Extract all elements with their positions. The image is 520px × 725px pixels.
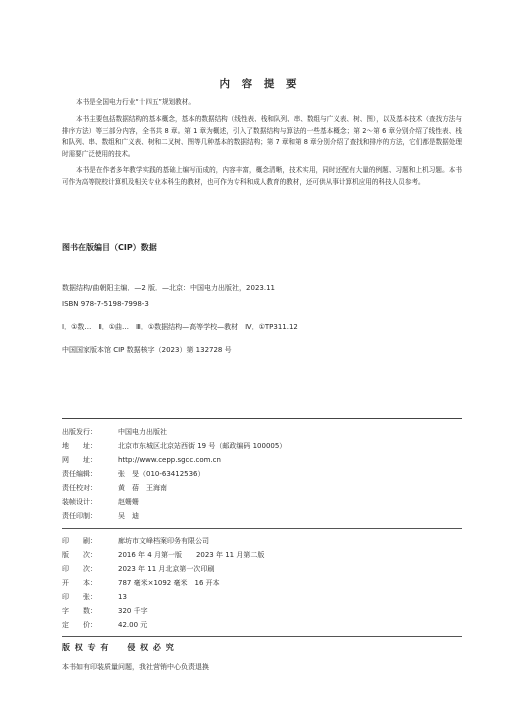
info-label: 印 刷：	[62, 537, 97, 545]
info-row-publisher	[62, 426, 462, 439]
info-value: 13	[118, 593, 127, 601]
copyright-note: 本书如有印装质量问题，我社营销中心负责退换	[62, 663, 209, 671]
cip-line-title-author: 数据结构/曲朝阳主编．—2 版．—北京：中国电力出版社，2023.11	[62, 284, 275, 292]
cip-line-isbn: ISBN 978-7-5198-7998-3	[62, 300, 149, 308]
info-row-print-manager	[62, 510, 462, 523]
info-value: 黄 蓓 王海南	[118, 484, 167, 492]
info-label: 定 价：	[62, 621, 97, 629]
abstract-title: 内 容 提 要	[219, 78, 301, 90]
info-label: 装帧设计：	[62, 498, 97, 506]
divider-middle	[62, 528, 462, 529]
info-label: 出版发行：	[62, 428, 97, 436]
info-label: 印 张：	[62, 593, 97, 601]
divider-bottom	[62, 636, 462, 637]
abstract-paragraph-1: 本书是全国电力行业“十四五”规划教材。	[76, 98, 195, 106]
info-row-printer	[62, 535, 462, 548]
cip-line-record-number: 中国国家版本馆 CIP 数据核字（2023）第 132728 号	[62, 346, 232, 354]
copyright-title: 版 权 专 有 侵 权 必 究	[62, 643, 175, 652]
info-row-impression	[62, 563, 462, 576]
info-row-address	[62, 440, 462, 453]
info-value: 北京市东城区北京站西街 19 号（邮政编码 100005）	[118, 442, 287, 450]
info-row-edition	[62, 549, 462, 562]
info-label: 开 本：	[62, 579, 97, 587]
info-row-website	[62, 454, 462, 467]
info-value: 2023 年 11 月北京第一次印刷	[118, 565, 215, 573]
info-label: 责任校对：	[62, 484, 97, 492]
info-label: 印 次：	[62, 565, 97, 573]
info-label: 版 次：	[62, 551, 97, 559]
info-label: 网 址：	[62, 456, 97, 464]
info-label: 责任印制：	[62, 512, 97, 520]
info-row-proofreader	[62, 482, 462, 495]
info-value: 320 千字	[118, 607, 148, 615]
info-value: 张 旻（010-63412536）	[118, 470, 205, 478]
cip-line-classification: Ⅰ．①数… Ⅱ．①曲… Ⅲ．①数据结构—高等学校—教材 Ⅳ．①TP311.12	[62, 323, 298, 331]
info-row-price	[62, 619, 462, 632]
info-value: 42.00 元	[118, 621, 148, 629]
abstract-paragraph-3: 本书是在作者多年教学实践的基础上编写而成的，内容丰富，概念清晰，技术实用，同时还配有大量的例题、习题和上机习题。本书可作为高等院校计算机及相关专业本科生的教材，也可作为专科和成人教育的教材，还可供从事计算机应用的科技人员参考。	[62, 166, 462, 186]
divider-top	[62, 418, 462, 419]
info-value: 赵姗姗	[118, 498, 139, 506]
abstract-paragraph-2: 本书主要包括数据结构的基本概念，基本的数据结构（线性表、栈和队列、串、数组与广义表、树、图），以及基本技术（查找方法与排序方法）等三部分内容，全书共 8 章。第 1 章为概述，引入了数据结构与算法的一些基本概念；第 2～第 6 章分别介绍了线性表、栈和队列、串、数组和广义表、树和二叉树、图等几种基本的数据结构；第 7 章和第 8 章分别介绍了查找和排序的方法，它们都是数据处理时需要广泛使用的技术。	[62, 115, 462, 158]
info-value: 中国电力出版社	[118, 428, 167, 436]
info-row-sheets	[62, 591, 462, 604]
info-row-format	[62, 577, 462, 590]
info-label: 字 数：	[62, 607, 97, 615]
info-row-editor	[62, 468, 462, 481]
info-value: 787 毫米×1092 毫米 16 开本	[118, 579, 220, 587]
info-row-word-count	[62, 605, 462, 618]
info-value: http://www.cepp.sgcc.com.cn	[118, 456, 221, 464]
info-value: 2016 年 4 月第一版 2023 年 11 月第二版	[118, 551, 265, 559]
cip-title: 图书在版编目（CIP）数据	[62, 243, 157, 252]
info-label: 地 址：	[62, 442, 97, 450]
info-value: 廊坊市文峰档案印务有限公司	[118, 537, 209, 545]
info-label: 责任编辑：	[62, 470, 97, 478]
info-row-designer	[62, 496, 462, 509]
info-value: 吴 迪	[118, 512, 139, 520]
